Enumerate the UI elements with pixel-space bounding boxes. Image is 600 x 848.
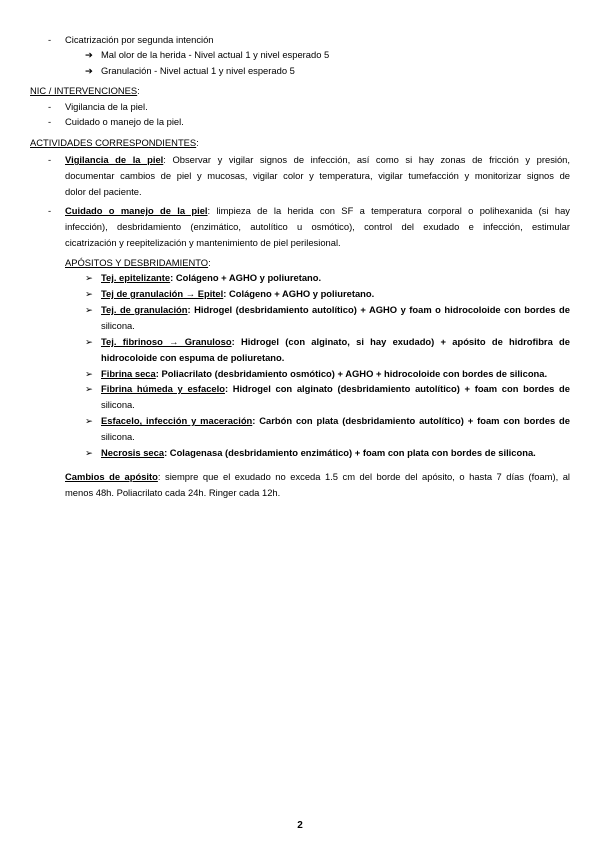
- pointer-arrow-icon: ➢: [85, 447, 93, 458]
- cuidado-line-2: infección), desbridamiento (enzimático, autolítico u osmótico), control del exudado e infección, estimular: [65, 221, 570, 232]
- aposito-item-cont: silicona.: [101, 320, 135, 331]
- apositos-heading: APÓSITOS Y DESBRIDAMIENTO:: [65, 257, 211, 268]
- list-dash: -: [48, 154, 52, 165]
- arrow-right-icon: ➔: [85, 49, 93, 60]
- pointer-arrow-icon: ➢: [85, 304, 93, 315]
- vigilancia-line-2: documentar cambios de piel y mucosas, vigilar color y temperatura, vigilar tumefacción y monitorizar signos de: [65, 170, 570, 181]
- actividades-heading: ACTIVIDADES CORRESPONDIENTES:: [30, 137, 199, 148]
- aposito-item: Necrosis seca: Colagenasa (desbridamiento enzimático) + foam con plata con bordes de silicona.: [101, 447, 536, 458]
- aposito-item: Tej. fibrinoso → Granuloso: Hidrogel (con alginato, si hay exudado) + apósito de hidrofibra de: [101, 336, 570, 347]
- list-item-cicatrizacion: Cicatrización por segunda intención: [65, 34, 214, 45]
- aposito-item-cont: silicona.: [101, 431, 135, 442]
- aposito-item: Esfacelo, infección y maceración: Carbón con plata (desbridamiento autolítico) + foam con bordes de: [101, 415, 570, 426]
- list-dash: -: [48, 116, 52, 127]
- nic-item-vigilancia: Vigilancia de la piel.: [65, 101, 148, 112]
- cuidado-line-1: Cuidado o manejo de la piel: limpieza de la herida con SF a temperatura corporal o polihexanida (si hay: [65, 205, 570, 216]
- pointer-arrow-icon: ➢: [85, 415, 93, 426]
- pointer-arrow-icon: ➢: [85, 288, 93, 299]
- vigilancia-line-1: Vigilancia de la piel: Observar y vigilar signos de infección, así como si hay zonas de fricción y presión,: [65, 154, 570, 165]
- aposito-item: Fibrina húmeda y esfacelo: Hidrogel con alginato (desbridamiento autolítico) + foam con bordes de: [101, 383, 571, 394]
- aposito-item: Tej. epitelizante: Colágeno + AGHO y poliuretano.: [101, 272, 322, 283]
- pointer-arrow-icon: ➢: [85, 383, 93, 394]
- pointer-arrow-icon: ➢: [85, 368, 93, 379]
- aposito-item-cont: silicona.: [101, 399, 135, 410]
- cuidado-line-3: cicatrización y reepitelización y mantenimiento de piel perilesional.: [65, 237, 341, 248]
- aposito-item: Tej. de granulación: Hidrogel (desbridamiento autolítico) + AGHO y foam o hidrocoloide con bordes de: [101, 304, 570, 315]
- sub-item-granulacion: Granulación - Nivel actual 1 y nivel esperado 5: [101, 65, 295, 76]
- cambios-line-1: Cambios de apósito: siempre que el exudado no exceda 1.5 cm del borde del apósito, o hasta 7 días (foam), al: [65, 471, 570, 482]
- list-dash: -: [48, 34, 52, 45]
- cambios-line-2: menos 48h. Poliacrilato cada 24h. Ringer cada 12h.: [65, 487, 281, 498]
- aposito-item: Tej de granulación → Epitel: Colágeno + AGHO y poliuretano.: [101, 288, 375, 299]
- nic-item-cuidado: Cuidado o manejo de la piel.: [65, 116, 184, 127]
- aposito-item-cont: hidrocoloide con espuma de poliuretano.: [101, 352, 285, 363]
- aposito-item: Fibrina seca: Poliacrilato (desbridamiento osmótico) + AGHO + hidrocoloide con bordes de silicona.: [101, 368, 548, 379]
- list-dash: -: [48, 101, 52, 112]
- page-number: 2: [297, 820, 303, 831]
- vigilancia-line-3: dolor del paciente.: [65, 186, 142, 197]
- nic-heading: NIC / INTERVENCIONES:: [30, 85, 140, 96]
- sub-item-mal-olor: Mal olor de la herida - Nivel actual 1 y nivel esperado 5: [101, 49, 330, 60]
- list-dash: -: [48, 205, 52, 216]
- pointer-arrow-icon: ➢: [85, 272, 93, 283]
- arrow-right-icon: ➔: [85, 65, 93, 76]
- pointer-arrow-icon: ➢: [85, 336, 93, 347]
